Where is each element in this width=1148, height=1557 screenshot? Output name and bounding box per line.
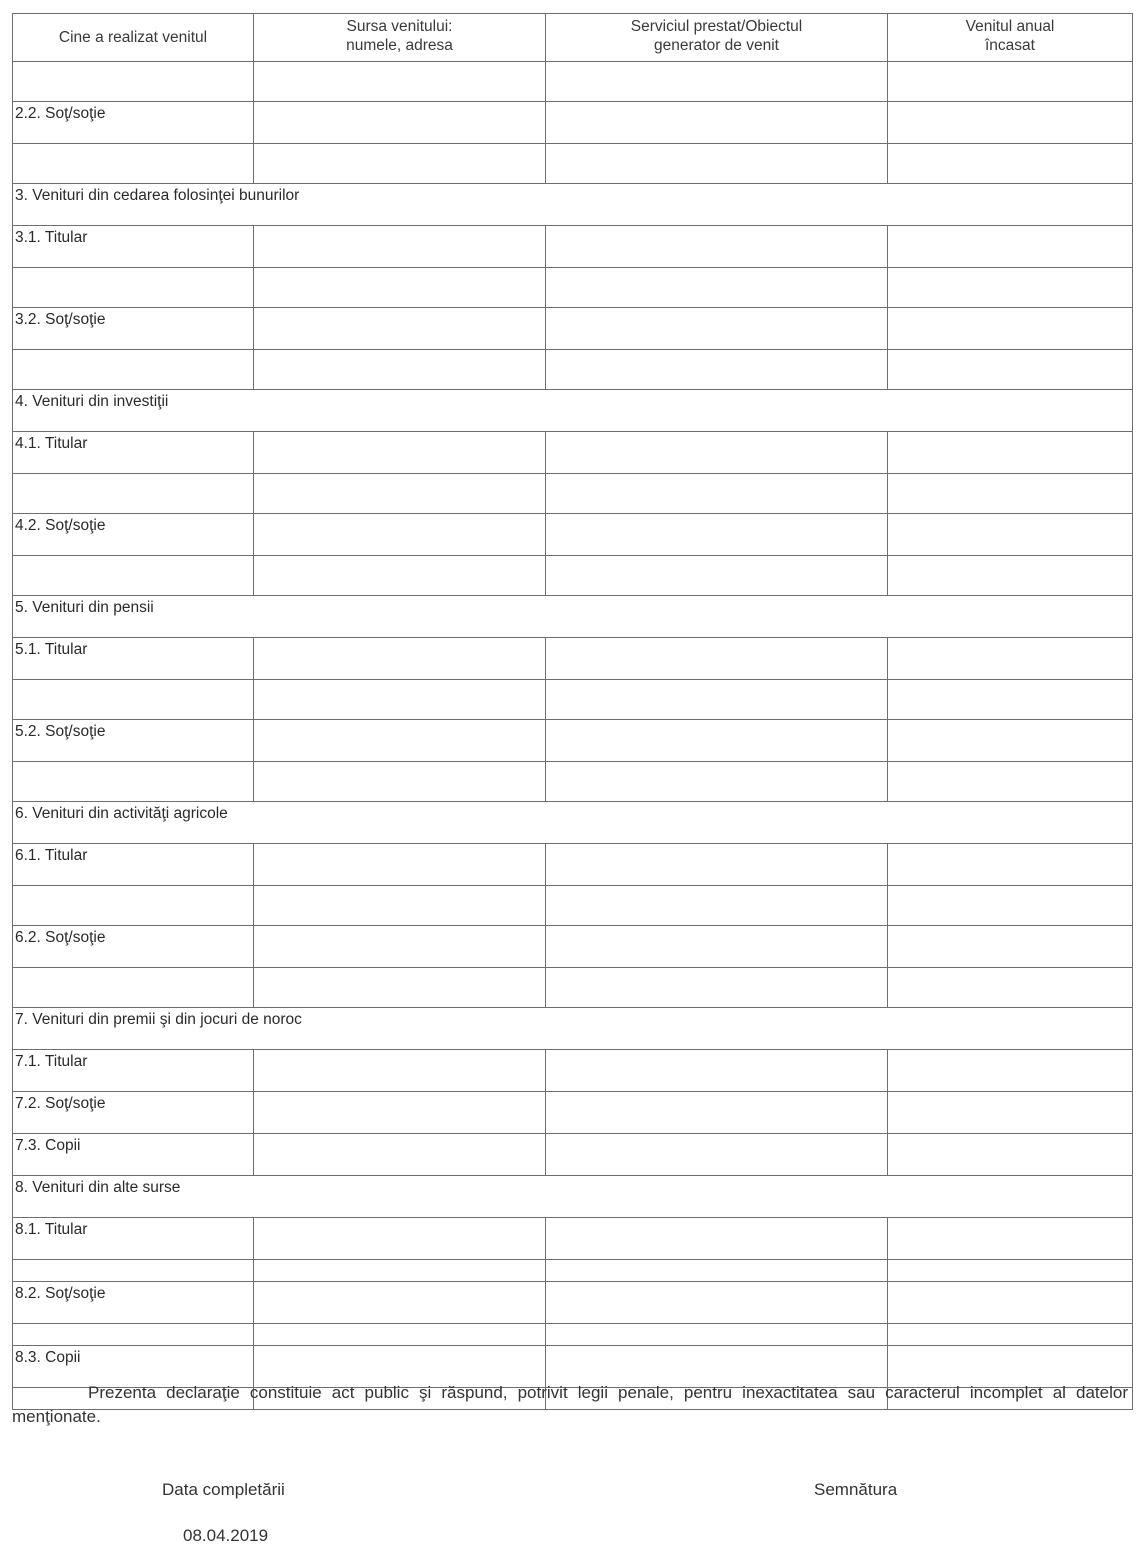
header-annual-income: Venitul anual încasat [888,14,1133,62]
section-title: 4. Venituri din investiţii [13,390,1133,432]
table-row [13,514,1133,556]
table-row [13,926,1133,968]
table-row [13,350,1133,390]
row-label: 8.3. Copii [13,1346,254,1388]
date-value: 08.04.2019 [183,1526,269,1545]
table-row [13,886,1133,926]
table-row [13,638,1133,680]
row-label: 2.2. Soţ/soţie [13,102,254,144]
table-row [13,844,1133,886]
row-label: 3.1. Titular [13,226,254,268]
row-label: 7.2. Soţ/soţie [13,1092,254,1134]
row-label: 8.1. Titular [13,1218,254,1260]
table-row [13,1134,1133,1176]
row-label: 4.1. Titular [13,432,254,474]
table-row [13,308,1133,350]
table-row [13,102,1133,144]
row-label: 4.2. Soţ/soţie [13,514,254,556]
table-header-row [13,14,1133,62]
row-label: 6.1. Titular [13,844,254,886]
header-who: Cine a realizat venitul [13,14,254,62]
row-label: 6.2. Soţ/soţie [13,926,254,968]
section-row [13,802,1133,844]
table-row [13,720,1133,762]
date-label: Data completării [162,1480,285,1499]
header-source: Sursa venitului: numele, adresa [254,14,546,62]
table-row [13,474,1133,514]
row-label: 7.3. Copii [13,1134,254,1176]
declaration-text: Prezenta declaraţie constituie act public şi răspund, potrivit legii penale, pentru inexactitatea sau caracterul incomplet al datelor menţionate. [12,1383,1128,1426]
table-row [13,62,1133,102]
table-row [13,1282,1133,1324]
table-row [13,268,1133,308]
table-row [13,144,1133,184]
section-row [13,596,1133,638]
row-label: 3.2. Soţ/soţie [13,308,254,350]
section-row [13,184,1133,226]
section-title: 3. Venituri din cedarea folosinţei bunurilor [13,184,1133,226]
row-label: 8.2. Soţ/soţie [13,1282,254,1324]
table-row [13,1218,1133,1260]
table-row [13,1324,1133,1346]
row-label: 5.1. Titular [13,638,254,680]
header-service: Serviciul prestat/Obiectul generator de venit [546,14,888,62]
row-label: 7.1. Titular [13,1050,254,1092]
section-row [13,390,1133,432]
section-title: 7. Venituri din premii şi din jocuri de noroc [13,1008,1133,1050]
table-row [13,556,1133,596]
table-row [13,680,1133,720]
income-table [12,13,1133,1410]
table-row [13,226,1133,268]
table-row [13,1260,1133,1282]
section-row [13,1008,1133,1050]
section-title: 6. Venituri din activităţi agricole [13,802,1133,844]
row-label: 5.2. Soţ/soţie [13,720,254,762]
signature-label: Semnătura [814,1480,898,1499]
section-title: 5. Venituri din pensii [13,596,1133,638]
table-row [13,1050,1133,1092]
section-row [13,1176,1133,1218]
table-row [13,762,1133,802]
table-row [13,432,1133,474]
table-row [13,1092,1133,1134]
table-row [13,968,1133,1008]
section-title: 8. Venituri din alte surse [13,1176,1133,1218]
